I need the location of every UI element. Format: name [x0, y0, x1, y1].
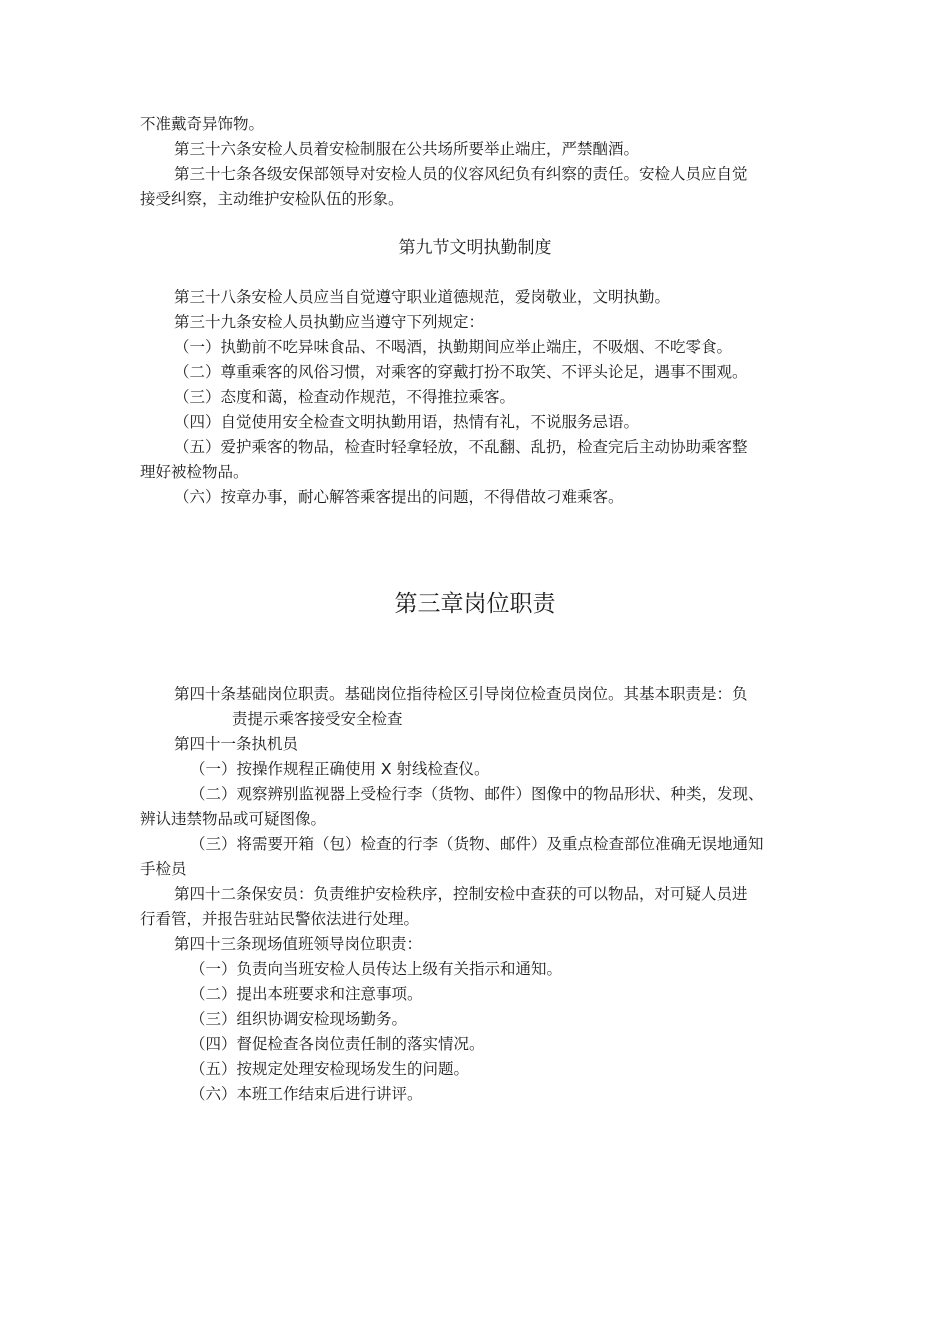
paragraph-line: 第四十二条保安员：负责维护安检秩序，控制安检中查获的可以物品，对可疑人员进	[174, 885, 748, 903]
list-item: （一）负责向当班安检人员传达上级有关指示和通知。	[190, 960, 563, 978]
paragraph-line: 第四十一条执机员	[174, 735, 299, 753]
list-item: （一）按操作规程正确使用 X 射线检查仪。	[190, 760, 490, 778]
list-item: （三）组织协调安检现场勤务。	[190, 1010, 408, 1028]
list-item: （三）将需要开箱（包）检查的行李（货物、邮件）及重点检查部位准确无误地通知	[190, 835, 764, 853]
paragraph-line: 行看管，并报告驻站民警依法进行处理。	[140, 910, 420, 928]
paragraph-line: 第三十六条安检人员着安检制服在公共场所要举止端庄，严禁酗酒。	[174, 140, 640, 158]
chapter-title: 第三章岗位职责	[394, 591, 556, 617]
paragraph-line: 第四十三条现场值班领导岗位职责：	[174, 935, 423, 953]
list-item: （二）尊重乘客的风俗习惯，对乘客的穿戴打扮不取笑、不评头论足，遇事不围观。	[174, 363, 748, 381]
paragraph-line: 责提示乘客接受安全检查	[232, 710, 403, 728]
paragraph-line: 第四十条基础岗位职责。基础岗位指待检区引导岗位检查员岗位。其基本职责是：负	[174, 685, 748, 703]
list-item: （六）按章办事，耐心解答乘客提出的问题，不得借故刁难乘客。	[174, 488, 624, 506]
list-item: （二）提出本班要求和注意事项。	[190, 985, 423, 1003]
list-item: （四）自觉使用安全检查文明执勤用语，热情有礼，不说服务忌语。	[174, 413, 640, 431]
list-item: （一）执勤前不吃异味食品、不喝酒，执勤期间应举止端庄，不吸烟、不吃零食。	[174, 338, 733, 356]
list-item: （五）按规定处理安检现场发生的问题。	[190, 1060, 470, 1078]
paragraph-line: 接受纠察，主动维护安检队伍的形象。	[140, 190, 404, 208]
list-item: （三）态度和蔼，检查动作规范，不得推拉乘客。	[174, 388, 516, 406]
paragraph-line: 第三十七条各级安保部领导对安检人员的仪容风纪负有纠察的责任。安检人员应自觉	[174, 165, 748, 183]
list-item-continuation: 辨认违禁物品或可疑图像。	[140, 810, 327, 828]
list-item: （六）本班工作结束后进行讲评。	[190, 1085, 423, 1103]
list-item-continuation: 理好被检物品。	[140, 463, 249, 481]
list-item: （五）爱护乘客的物品，检查时轻拿轻放，不乱翻、乱扔，检查完后主动协助乘客整	[174, 438, 748, 456]
list-item: （四）督促检查各岗位责任制的落实情况。	[190, 1035, 485, 1053]
list-item: （二）观察辨别监视器上受检行李（货物、邮件）图像中的物品形状、种类，发现、	[190, 785, 764, 803]
paragraph-line: 第三十八条安检人员应当自觉遵守职业道德规范，爱岗敬业，文明执勤。	[174, 288, 671, 306]
paragraph-line: 第三十九条安检人员执勤应当遵守下列规定：	[174, 313, 485, 331]
list-item-continuation: 手检员	[140, 860, 187, 878]
section-title: 第九节文明执勤制度	[398, 238, 552, 258]
paragraph-line: 不准戴奇异饰物。	[140, 115, 265, 133]
